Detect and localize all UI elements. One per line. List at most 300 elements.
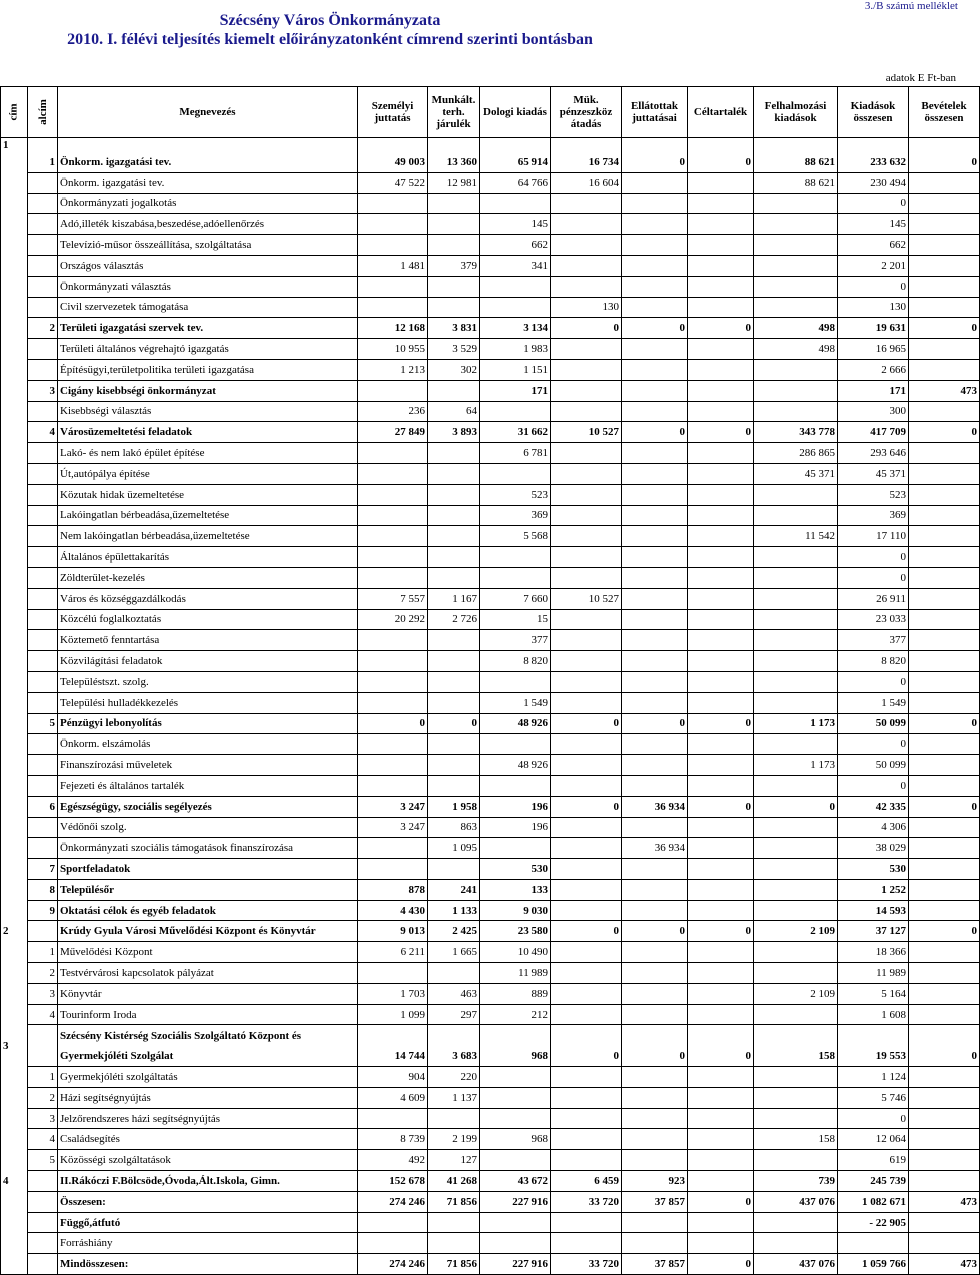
value-cell [551,817,622,838]
value-cell: 10 490 [480,942,551,963]
name-cell: Kisebbségi választás [58,401,358,422]
value-cell [428,692,480,713]
value-cell: 145 [480,214,551,235]
value-cell: 12 064 [838,1129,909,1150]
col-header-benefits: Ellátottak juttatásai [622,87,688,138]
value-cell [622,671,688,692]
value-cell: 17 110 [838,526,909,547]
value-cell: 377 [480,630,551,651]
value-cell [754,963,838,984]
value-cell: 10 527 [551,588,622,609]
value-cell [622,235,688,256]
name-cell: Művelődési Központ [58,942,358,963]
value-cell [754,505,838,526]
value-cell: 1 665 [428,942,480,963]
value-cell [622,1087,688,1108]
value-cell [551,1067,622,1088]
value-cell [551,879,622,900]
table-row [1,380,980,401]
value-cell [909,1004,980,1025]
value-cell [551,463,622,484]
name-cell: Területi általános végrehajtó igazgatás [58,339,358,360]
name-cell: Pénzügyi lebonyolítás [58,713,358,734]
value-cell [622,1108,688,1129]
value-cell [622,276,688,297]
value-cell [754,1025,838,1046]
name-cell: Családsegítés [58,1129,358,1150]
value-cell [480,1150,551,1171]
value-cell [688,214,754,235]
value-cell [480,463,551,484]
empty-cell [28,138,58,152]
value-cell [428,734,480,755]
value-cell: 50 099 [838,713,909,734]
value-cell [754,484,838,505]
value-cell: 2 201 [838,255,909,276]
name-cell: Mindösszesen: [58,1254,358,1275]
name-cell: Közösségi szolgáltatások [58,1150,358,1171]
table-row [1,276,980,297]
value-cell: 1 167 [428,588,480,609]
cim-cell [1,1150,28,1171]
name-cell: Könyvtár [58,983,358,1004]
name-cell: Oktatási célok és egyéb feladatok [58,900,358,921]
value-cell [358,547,428,568]
table-row [1,1087,980,1108]
value-cell [428,567,480,588]
value-cell [622,339,688,360]
value-cell: 0 [688,921,754,942]
value-cell [688,526,754,547]
value-cell: 0 [688,1046,754,1067]
cim-cell [1,879,28,900]
value-cell [909,526,980,547]
cim-cell [1,651,28,672]
value-cell: 171 [838,380,909,401]
cim-cell [1,588,28,609]
value-cell [754,1004,838,1025]
value-cell [622,255,688,276]
value-cell [688,1171,754,1192]
table-row [1,1212,980,1233]
cim-cell [1,1108,28,1129]
table-row [1,588,980,609]
value-cell [909,463,980,484]
cim-cell: 1 [1,138,28,152]
value-cell [688,359,754,380]
value-cell: 45 371 [838,463,909,484]
value-cell: 2 109 [754,983,838,1004]
alcim-cell: 4 [28,422,58,443]
value-cell [909,193,980,214]
alcim-cell: 2 [28,318,58,339]
value-cell [622,859,688,880]
value-cell: 88 621 [754,152,838,173]
value-cell: 293 646 [838,443,909,464]
value-cell: 0 [688,713,754,734]
empty-cell [622,138,688,152]
value-cell: 0 [551,713,622,734]
value-cell: 2 425 [428,921,480,942]
table-row [1,755,980,776]
value-cell [428,235,480,256]
value-cell: 0 [909,152,980,173]
value-cell [688,380,754,401]
value-cell [480,1025,551,1046]
name-cell: Lakó- és nem lakó épület építése [58,443,358,464]
value-cell [358,297,428,318]
value-cell: 49 003 [358,152,428,173]
value-cell: 0 [909,921,980,942]
cim-cell [1,755,28,776]
value-cell: 11 542 [754,526,838,547]
value-cell: 245 739 [838,1171,909,1192]
value-cell: 0 [688,1254,754,1275]
value-cell [909,1233,980,1254]
alcim-cell [28,817,58,838]
alcim-cell [28,588,58,609]
empty-cell [754,138,838,152]
value-cell: 5 568 [480,526,551,547]
name-cell: Házi segítségnyújtás [58,1087,358,1108]
value-cell [909,879,980,900]
table-row [1,692,980,713]
value-cell [909,588,980,609]
value-cell: 0 [909,318,980,339]
alcim-cell [28,1233,58,1254]
value-cell: 0 [622,713,688,734]
value-cell [551,567,622,588]
alcim-cell [28,755,58,776]
value-cell [358,755,428,776]
value-cell [909,567,980,588]
cim-cell [1,567,28,588]
value-cell [909,484,980,505]
value-cell [551,526,622,547]
name-cell: Települési hulladékkezelés [58,692,358,713]
cim-cell [1,1233,28,1254]
name-cell: Nem lakóingatlan bérbeadása,üzemeltetése [58,526,358,547]
value-cell: 530 [480,859,551,880]
value-cell [358,859,428,880]
value-cell [909,1129,980,1150]
value-cell [551,671,622,692]
value-cell: 0 [551,1046,622,1067]
table-row [1,775,980,796]
value-cell [754,235,838,256]
value-cell: 0 [688,152,754,173]
value-cell [622,817,688,838]
table-row [1,879,980,900]
value-cell [622,983,688,1004]
cim-cell [1,671,28,692]
cim-cell [1,796,28,817]
value-cell: 473 [909,1191,980,1212]
name-cell: Építésügyi,területpolitika területi igazgatása [58,359,358,380]
value-cell [688,1025,754,1046]
value-cell: 463 [428,983,480,1004]
alcim-cell [28,547,58,568]
value-cell [909,817,980,838]
value-cell [688,817,754,838]
value-cell: 662 [838,235,909,256]
alcim-cell: 5 [28,1150,58,1171]
value-cell: 523 [838,484,909,505]
table-row [1,1046,980,1067]
alcim-cell: 8 [28,879,58,900]
value-cell [754,651,838,672]
empty-cell [909,138,980,152]
table-row [1,630,980,651]
name-cell: Összesen: [58,1191,358,1212]
col-header-name: Megnevezés [58,87,358,138]
value-cell [754,900,838,921]
value-cell: 227 916 [480,1254,551,1275]
value-cell: 11 989 [480,963,551,984]
name-cell: Jelzőrendszeres házi segítségnyújtás [58,1108,358,1129]
alcim-cell [28,651,58,672]
name-cell: Civil szervezetek támogatása [58,297,358,318]
cim-cell [1,193,28,214]
value-cell: 3 683 [428,1046,480,1067]
value-cell [622,900,688,921]
value-cell [688,838,754,859]
value-cell [428,630,480,651]
value-cell [551,1025,622,1046]
value-cell [909,630,980,651]
value-cell: 1 958 [428,796,480,817]
name-cell: Önkormányzati választás [58,276,358,297]
value-cell [688,671,754,692]
value-cell [622,359,688,380]
value-cell: 904 [358,1067,428,1088]
annex-label: 3./B számú melléklet [864,0,958,12]
value-cell [909,609,980,630]
table-row [1,609,980,630]
value-cell: 473 [909,1254,980,1275]
alcim-cell [28,609,58,630]
alcim-cell [28,921,58,942]
value-cell: 369 [480,505,551,526]
value-cell [358,963,428,984]
alcim-cell: 4 [28,1004,58,1025]
value-cell: 0 [838,567,909,588]
value-cell: 64 [428,401,480,422]
value-cell: 14 744 [358,1046,428,1067]
value-cell [754,692,838,713]
value-cell [551,193,622,214]
value-cell [428,380,480,401]
value-cell [622,609,688,630]
alcim-cell [28,630,58,651]
section-marker-row [1,138,980,152]
value-cell: 417 709 [838,422,909,443]
alcim-cell: 3 [28,983,58,1004]
value-cell [909,359,980,380]
cim-cell [1,1129,28,1150]
value-cell: 71 856 [428,1191,480,1212]
value-cell [909,1025,980,1046]
table-row [1,1129,980,1150]
value-cell [428,443,480,464]
value-cell [358,1025,428,1046]
name-cell: II.Rákóczi F.Bölcsöde,Óvoda,Ált.Iskola, Gimn. [58,1171,358,1192]
value-cell [754,214,838,235]
value-cell [551,1233,622,1254]
value-cell: 1 095 [428,838,480,859]
value-cell: 0 [688,1191,754,1212]
value-cell: 27 849 [358,422,428,443]
value-cell [358,214,428,235]
value-cell [551,276,622,297]
value-cell: 0 [551,796,622,817]
alcim-cell [28,339,58,360]
cim-cell [1,152,28,173]
value-cell [358,526,428,547]
value-cell [909,276,980,297]
value-cell [754,359,838,380]
value-cell [622,463,688,484]
value-cell: 0 [622,1046,688,1067]
value-cell: 1 608 [838,1004,909,1025]
page-title: Szécsény Város Önkormányzata [219,12,441,29]
value-cell: 1 099 [358,1004,428,1025]
value-cell: 11 989 [838,963,909,984]
alcim-cell [28,1254,58,1275]
value-cell [551,339,622,360]
value-cell [551,235,622,256]
value-cell: 33 720 [551,1254,622,1275]
value-cell: 863 [428,817,480,838]
table-row [1,193,980,214]
value-cell: 1 549 [838,692,909,713]
cim-cell [1,318,28,339]
value-cell: 64 766 [480,172,551,193]
value-cell: 6 459 [551,1171,622,1192]
value-cell [358,692,428,713]
value-cell [754,942,838,963]
value-cell [909,651,980,672]
value-cell [428,547,480,568]
value-cell [622,484,688,505]
value-cell [428,463,480,484]
value-cell [909,734,980,755]
value-cell [551,630,622,651]
alcim-cell [28,235,58,256]
name-cell: Tourinform Iroda [58,1004,358,1025]
alcim-cell [28,1025,58,1046]
value-cell [428,193,480,214]
name-cell: Gyermekjóléti Szolgálat [58,1046,358,1067]
value-cell: 20 292 [358,609,428,630]
value-cell: 1 059 766 [838,1254,909,1275]
value-cell [622,630,688,651]
value-cell: 9 013 [358,921,428,942]
cim-cell [1,297,28,318]
name-cell: Egészségügy, szociális segélyezés [58,796,358,817]
table-row [1,1233,980,1254]
value-cell [622,505,688,526]
alcim-cell [28,255,58,276]
value-cell [688,900,754,921]
value-cell: 43 672 [480,1171,551,1192]
table-row [1,318,980,339]
value-cell [551,900,622,921]
value-cell [909,339,980,360]
value-cell [622,963,688,984]
value-cell [551,443,622,464]
alcim-cell [28,214,58,235]
value-cell: 8 739 [358,1129,428,1150]
name-cell: Településtszt. szolg. [58,671,358,692]
value-cell [480,567,551,588]
name-cell: Fejezeti és általános tartalék [58,775,358,796]
value-cell [622,1150,688,1171]
value-cell [551,1087,622,1108]
value-cell: 2 726 [428,609,480,630]
value-cell [428,1233,480,1254]
value-cell [358,1108,428,1129]
value-cell [754,1233,838,1254]
table-row [1,463,980,484]
units-label: adatok E Ft-ban [885,72,956,84]
value-cell [622,401,688,422]
value-cell [551,983,622,1004]
value-cell [551,505,622,526]
value-cell [909,838,980,859]
value-cell [688,1108,754,1129]
value-cell: 878 [358,879,428,900]
name-cell: Településőr [58,879,358,900]
value-cell: 10 955 [358,339,428,360]
alcim-cell [28,1212,58,1233]
value-cell [480,1233,551,1254]
table-row [1,235,980,256]
name-cell: Cigány kisebbségi önkormányzat [58,380,358,401]
value-cell [622,588,688,609]
value-cell [688,193,754,214]
value-cell [688,443,754,464]
col-header-material: Dologi kiadás [480,87,551,138]
cim-cell [1,359,28,380]
alcim-cell: 3 [28,380,58,401]
value-cell: 0 [622,422,688,443]
value-cell [358,838,428,859]
value-cell: 3 529 [428,339,480,360]
value-cell [480,1087,551,1108]
value-cell: 212 [480,1004,551,1025]
value-cell: 1 983 [480,339,551,360]
table-row [1,1025,980,1046]
cim-cell: 3 [1,1025,28,1067]
name-cell: Országos választás [58,255,358,276]
value-cell [622,214,688,235]
value-cell: 377 [838,630,909,651]
value-cell: 0 [622,152,688,173]
alcim-cell [28,671,58,692]
value-cell: 437 076 [754,1191,838,1212]
value-cell: 7 557 [358,588,428,609]
value-cell [688,547,754,568]
value-cell: 37 857 [622,1191,688,1212]
value-cell [551,1108,622,1129]
table-row [1,859,980,880]
empty-cell [358,138,428,152]
value-cell [551,214,622,235]
value-cell [622,547,688,568]
value-cell: 233 632 [838,152,909,173]
value-cell [622,172,688,193]
